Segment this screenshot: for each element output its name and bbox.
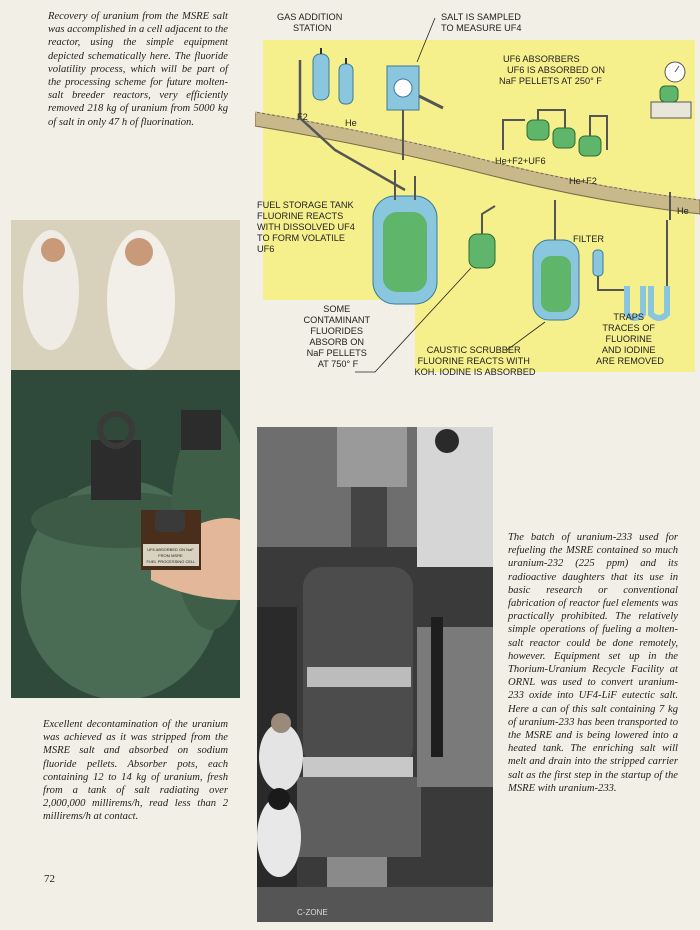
label-filter: FILTER — [573, 234, 604, 244]
label-contaminant: SOME CONTAMINANT FLUORIDES ABSORB ON NaF PELLETS AT 750° F — [303, 304, 370, 369]
label-he-f2: He+F2 — [569, 176, 597, 186]
floor-label: C-ZONE — [297, 908, 328, 917]
label-salt-sampled: SALT IS SAMPLED TO MEASURE UF4 — [441, 12, 522, 33]
caption-right: The batch of uranium-233 used for refueling the MSRE contained so much uranium-232 (225 ppm) and its radioactive daughters that its use in basic research or conventional fabrication of reactor fuel elements was practically prohibited. The relatively simple operations of fueling a molten-salt reactor could be done remotely, however. Equipment set up in the Thorium-Uranium Recycle Facility at ORNL was used to convert uranium-233 oxide into UF4-LiF eutectic salt. Here a can of this salt containing 7 kg of uranium-233 has been transported to the MSRE and is being lowered into a heated tank. The enriching salt will melt and drain into the stripped carrier salt as the first step in the startup of the MSRE with uranium-233. — [508, 532, 678, 794]
label-f2: F2 — [297, 112, 308, 122]
label-scrubber: CAUSTIC SCRUBBER FLUORINE REACTS WITH KOH. IODINE IS ABSORBED — [414, 345, 536, 377]
plaque-text: UF6 ABSORBED ON NaF FROM MSRE FUEL PROCESSING CELL — [146, 547, 196, 564]
page-number: 72 — [44, 873, 55, 885]
absorber-pots-illustration — [11, 220, 240, 698]
caption-bottom-left: Excellent decontamination of the uranium was achieved as it was stripped from the MSRE salt and absorbed on sodium fluoride pellets. Absorber pots, each containing 12 to 14 kg of uranium, fresh from a tank of salt radiating over 2,000,000 millirems/h, read less than 2 millirems/h at contact. — [43, 719, 228, 823]
label-fuel-tank: FUEL STORAGE TANK FLUORINE REACTS WITH DISSOLVED UF4 TO FORM VOLATILE UF6 — [257, 200, 355, 254]
label-he-right: He — [677, 206, 689, 216]
label-gas-addition: GAS ADDITION STATION — [277, 12, 343, 33]
label-traps: TRAPS TRACES OF FLUORINE AND IODINE ARE REMOVED — [596, 312, 664, 366]
process-diagram — [255, 0, 700, 390]
label-he-f2-uf6: He+F2+UF6 — [495, 156, 546, 166]
absorber-pots-photo — [11, 220, 240, 698]
uranium-can-photo — [257, 427, 493, 922]
caption-top-left: Recovery of uranium from the MSRE salt was accomplished in a cell adjacent to the reactor, using the simple equipment depicted schematically here. The fluoride volatility process, which will be part of the processing scheme for future molten-salt breeder reactors, very efficiently removed 218 kg of uranium from 5000 kg of salt in only 47 h of fluorination. — [48, 11, 228, 128]
uranium-can-illustration — [257, 427, 493, 922]
label-uf6-absorbers: UF6 ABSORBERS UF6 IS ABSORBED ON NaF PELLETS AT 250° F — [499, 54, 606, 86]
label-he: He — [345, 118, 357, 128]
